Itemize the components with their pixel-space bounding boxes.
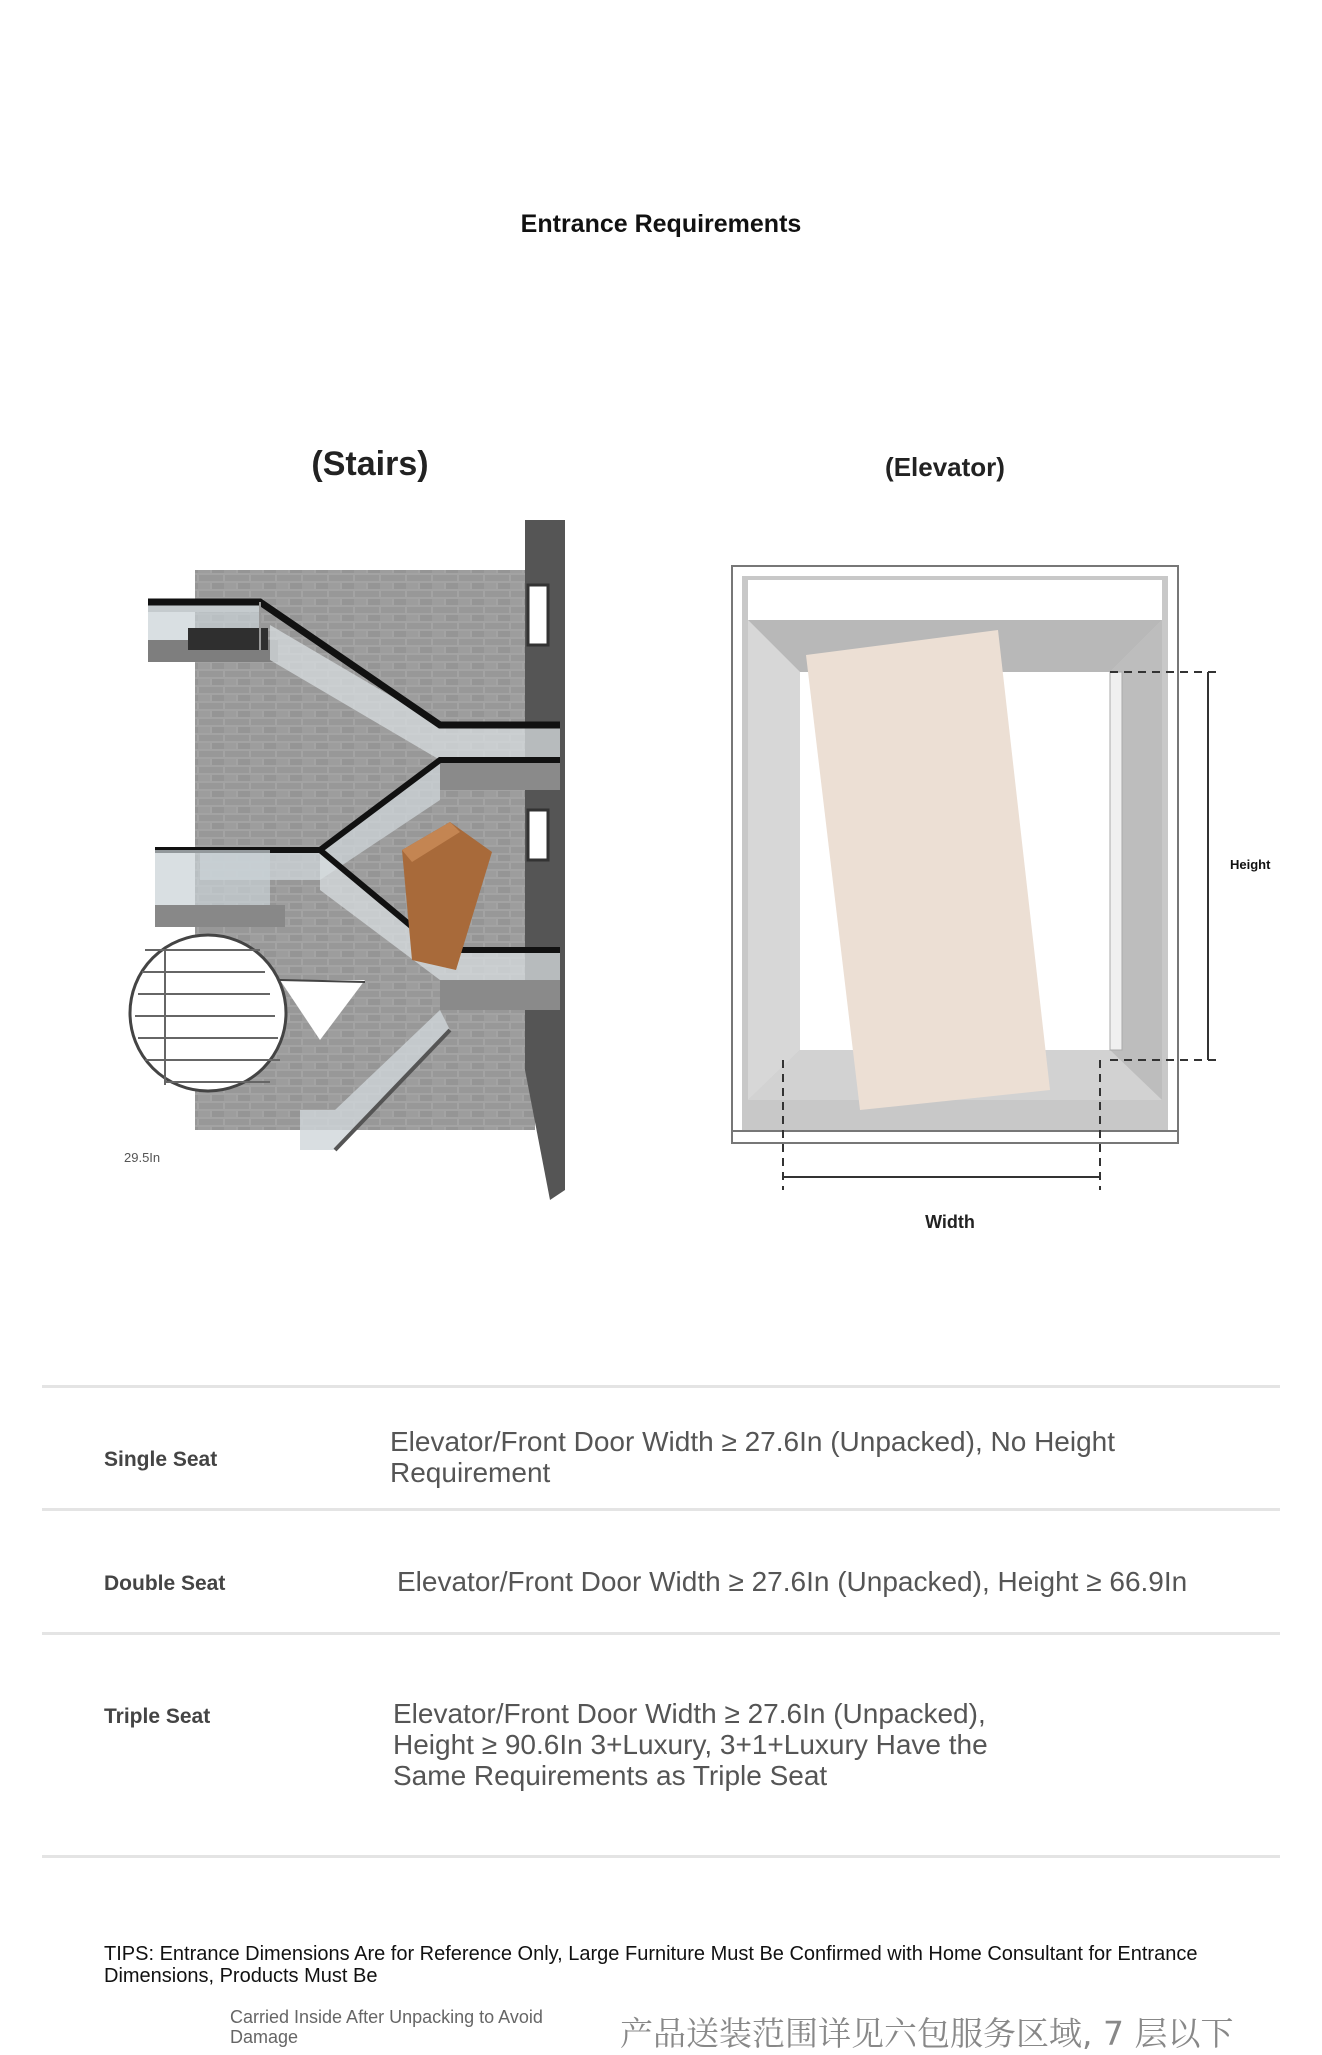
elevator-label: (Elevator) (885, 452, 1005, 482)
requirement-text: Elevator/Front Door Width ≥ 27.6In (Unpacked), No Height Requirement (390, 1426, 1116, 1488)
tips-note: TIPS: Entrance Dimensions Are for Reference Only, Large Furniture Must Be Confirmed with Home Consultant for Entrance Dimensions, Products Must Be (104, 1943, 1198, 1987)
stairs-illustration (120, 510, 580, 1210)
table-divider (42, 1632, 1280, 1635)
chinese-note: 产品送装范围详见六包服务区域, 7 层以下 (620, 2014, 1234, 2053)
stairs-label: (Stairs) (311, 445, 429, 483)
table-divider (42, 1855, 1280, 1858)
requirement-text: Elevator/Front Door Width ≥ 27.6In (Unpacked), Height ≥ 66.9In (397, 1566, 1188, 1597)
stairs-dimension: 29.5In (124, 1150, 161, 1165)
carried-note: Carried Inside After Unpacking to Avoid Damage (230, 2007, 543, 2047)
magnifier-circle (130, 935, 286, 1091)
seat-label: Single Seat (104, 1448, 218, 1471)
seat-label: Double Seat (104, 1572, 226, 1595)
elevator-illustration (720, 550, 1240, 1190)
table-divider (42, 1508, 1280, 1511)
width-label: Width (925, 1212, 975, 1232)
height-label: Height (1230, 857, 1271, 872)
page-title: Entrance Requirements (520, 210, 802, 238)
seat-label: Triple Seat (104, 1705, 211, 1728)
requirement-text: Elevator/Front Door Width ≥ 27.6In (Unpacked), Height ≥ 90.6In 3+Luxury, 3+1+Luxury Have the Same Requirements as Triple Seat (393, 1698, 988, 1791)
table-divider (42, 1385, 1280, 1388)
